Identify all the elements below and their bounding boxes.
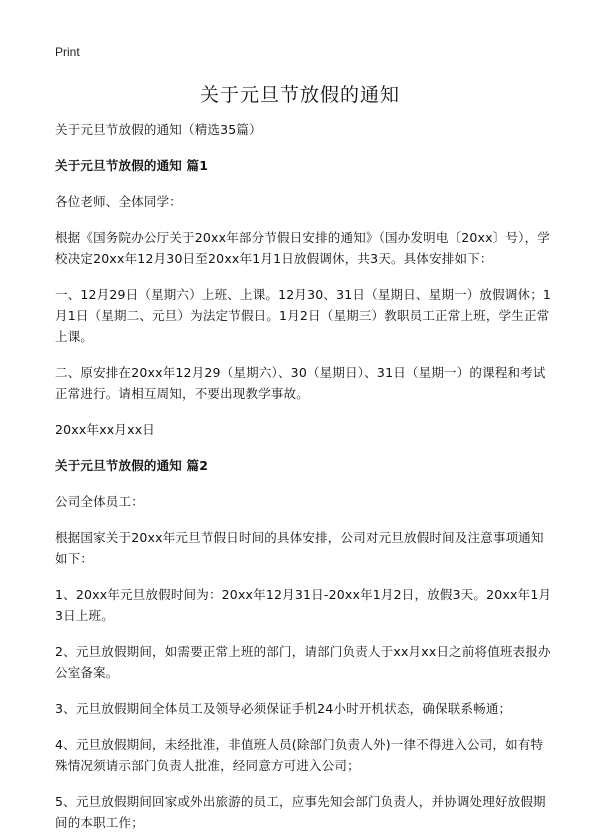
document-subtitle: 关于元旦节放假的通知（精选35篇） <box>55 122 262 137</box>
document-body <box>55 119 553 833</box>
section-1-greeting: 各位老师、全体同学： <box>55 194 183 209</box>
section-heading-1: 关于元旦节放假的通知 篇1 <box>55 158 209 173</box>
section-1-paragraph: 二、原安排在20xx年12月29（星期六）、30（星期日）、31日（星期一）的课程和考试正常进行。请相互周知，不要出现教学事故。 <box>55 365 546 401</box>
print-link[interactable]: Print <box>55 45 80 59</box>
section-2-paragraph: 根据国家关于20xx年元旦节假日时间的具体安排，公司对元旦放假时间及注意事项通知如下： <box>55 530 544 566</box>
section-2-greeting: 公司全体员工： <box>55 494 144 509</box>
section-1-paragraph: 一、12月29日（星期六）上班、上课。12月30、31日（星期日、星期一）放假调休；1月1日（星期二、元旦）为法定节假日。1月2日（星期三）教职员工正常上班，学生正常上课。 <box>55 287 552 344</box>
section-2-paragraph: 2、元旦放假期间，如需要正常上班的部门，请部门负责人于xx月xx日之前将值班表报办公室备案。 <box>55 644 551 680</box>
section-2-paragraph: 1、20xx年元旦放假时间为：20xx年12月31日-20xx年1月2日，放假3天。20xx年1月3日上班。 <box>55 587 552 623</box>
section-2-paragraph: 4、元旦放假期间，未经批准，非值班人员(除部门负责人外)一律不得进入公司，如有特殊情况须请示部门负责人批准，经同意方可进入公司； <box>55 737 544 773</box>
section-1-paragraph: 根据《国务院办公厅关于20xx年部分节假日安排的通知》（国办发明电〔20xx〕号），学校决定20xx年12月30日至20xx年1月1日放假调休，共3天。具体安排如下： <box>55 230 551 266</box>
page-title: 关于元旦节放假的通知 <box>199 84 400 106</box>
section-2-paragraph: 5、元旦放假期间回家或外出旅游的员工，应事先知会部门负责人，并协调处理好放假期间的本职工作； <box>55 794 546 830</box>
section-1-date: 20xx年xx月xx日 <box>55 422 155 437</box>
section-2-paragraph: 3、元旦放假期间全体员工及领导必须保证手机24小时开机状态，确保联系畅通； <box>55 701 512 716</box>
section-heading-2: 关于元旦节放假的通知 篇2 <box>55 458 209 473</box>
